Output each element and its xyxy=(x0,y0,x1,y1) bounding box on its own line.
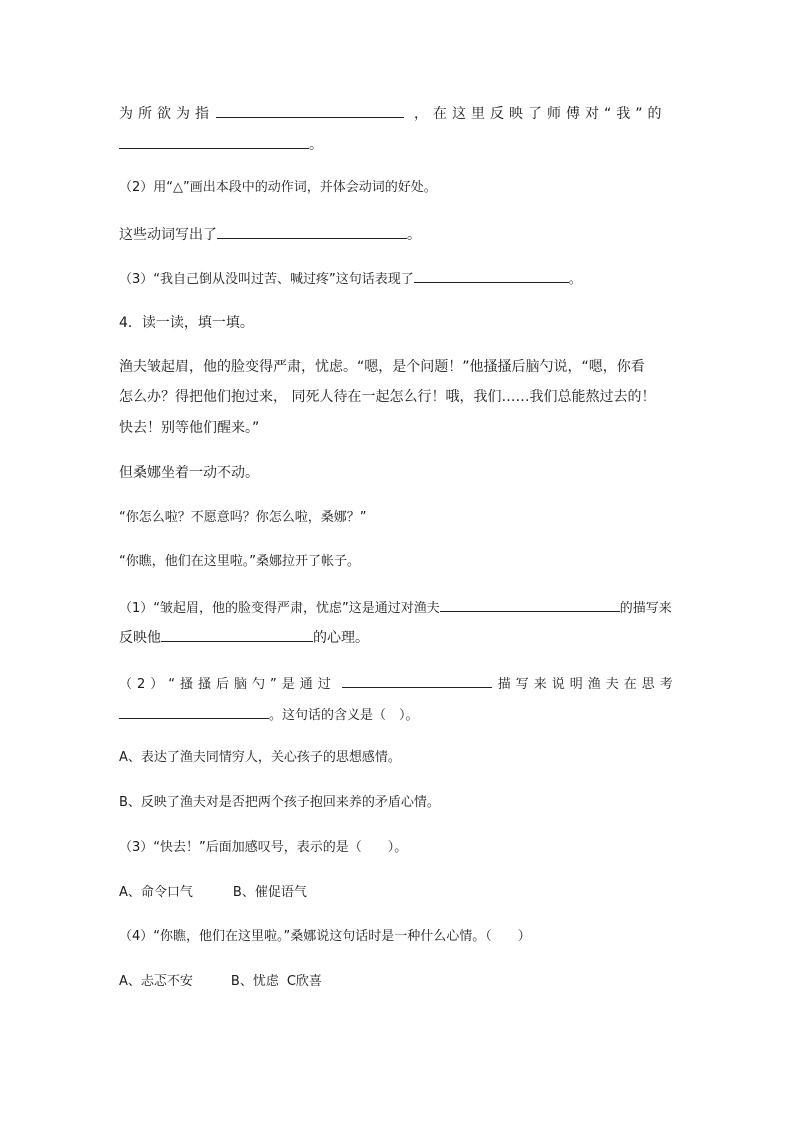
q4-passage-line-2: 怎么办？得把他们抱过来， 同死人待在一起怎么行！哦，我们……我们总能熬过去的！ xyxy=(119,389,656,405)
q4-sub4-option-c: C欣喜 xyxy=(286,974,322,989)
q4-passage-p4: “你瞧，他们在这里啦。”桑娜拉开了帐子。 xyxy=(119,554,360,569)
q3-sub3-text: （3）“我自己倒从没叫过苦、喊过疼”这句话表现了 xyxy=(119,272,414,287)
q4-sub3-options xyxy=(119,883,307,903)
q4-title: 4．读一读，填一填。 xyxy=(119,315,254,331)
q4-sub2-blank-2[interactable] xyxy=(119,704,269,719)
q3-text-b: ，在这里反映了师傅对“我”的 xyxy=(414,106,667,122)
q3-blank-1[interactable] xyxy=(216,103,404,118)
q3-sub2-question: （2）用“△”画出本段中的动作词，并体会动词的好处。 xyxy=(119,180,437,195)
q3-sub3-end: 。 xyxy=(568,272,582,287)
q3-line2-end: 。 xyxy=(309,137,323,153)
q4-sub4-question: （4）“你瞧，他们在这里啦。”桑娜说这句话时是一种什么心情。（ ） xyxy=(119,929,531,944)
q4-sub1-text-d: 的心理。 xyxy=(313,630,369,646)
q4-passage-line-3: 快去！别等他们醒来。” xyxy=(119,420,260,436)
q4-passage-p3: “你怎么啦？不愿意吗？你怎么啦，桑娜？” xyxy=(119,510,367,525)
q3-sub2-end: 。 xyxy=(407,227,421,243)
q4-passage-line-1: 渔夫皱起眉，他的脸变得严肃，忧虑。“嗯，是个问题！”他搔搔后脑勺说，“嗯，你看 xyxy=(119,359,645,375)
q3-line-1 xyxy=(119,103,667,124)
q4-sub3-option-a: A、命令口气 xyxy=(119,885,193,900)
q3-blank-2[interactable] xyxy=(119,134,309,149)
q4-sub1-line-2 xyxy=(119,627,369,648)
q4-sub1-text-a: （1）“皱起眉，他的脸变得严肃，忧虑”这是通过对渔夫 xyxy=(119,601,440,616)
q4-sub4-option-b: B、忧虑 xyxy=(230,974,279,989)
q3-text-a: 为所欲为指 xyxy=(119,106,214,122)
q4-sub1-text-c: 反映他 xyxy=(119,630,161,646)
q4-sub1-blank-2[interactable] xyxy=(161,627,313,642)
q4-sub2-text-c: 。这句话的含义是（ ）。 xyxy=(269,708,419,723)
q4-sub4-options xyxy=(119,972,322,992)
q4-passage-p2: 但桑娜坐着一动不动。 xyxy=(119,465,259,481)
q3-line-2 xyxy=(119,134,323,155)
q3-sub3-blank[interactable] xyxy=(414,268,569,283)
q3-sub2-blank[interactable] xyxy=(217,224,407,239)
q4-sub2-option-a: A、表达了渔夫同情穷人，关心孩子的思想感情。 xyxy=(119,750,401,765)
q4-sub2-blank-1[interactable] xyxy=(342,673,492,688)
q3-sub2-answer-label: 这些动词写出了 xyxy=(119,227,217,243)
q4-sub2-text-b: 描写来说明渔夫在思考 xyxy=(497,677,678,692)
q4-sub1-blank-1[interactable] xyxy=(440,597,620,612)
q4-sub3-option-b: B、催促语气 xyxy=(232,885,307,900)
q3-sub2-answer-line xyxy=(119,224,421,245)
q4-sub1-text-b: 的描写来 xyxy=(619,601,672,616)
q4-sub2-line-2 xyxy=(119,704,419,726)
q4-sub2-text-a: （2）“搔搔后脑勺”是通过 xyxy=(119,677,336,692)
q4-sub3-question: （3）“快去！”后面加感叹号，表示的是（ ）。 xyxy=(119,840,408,855)
q4-sub2-line-1 xyxy=(119,673,678,695)
q4-sub4-option-a: A、忐忑不安 xyxy=(119,974,193,989)
q4-sub1-line-1 xyxy=(119,597,672,619)
q3-sub3-line xyxy=(119,268,582,290)
q4-sub2-option-b: B、反映了渔夫对是否把两个孩子抱回来养的矛盾心情。 xyxy=(119,795,440,810)
